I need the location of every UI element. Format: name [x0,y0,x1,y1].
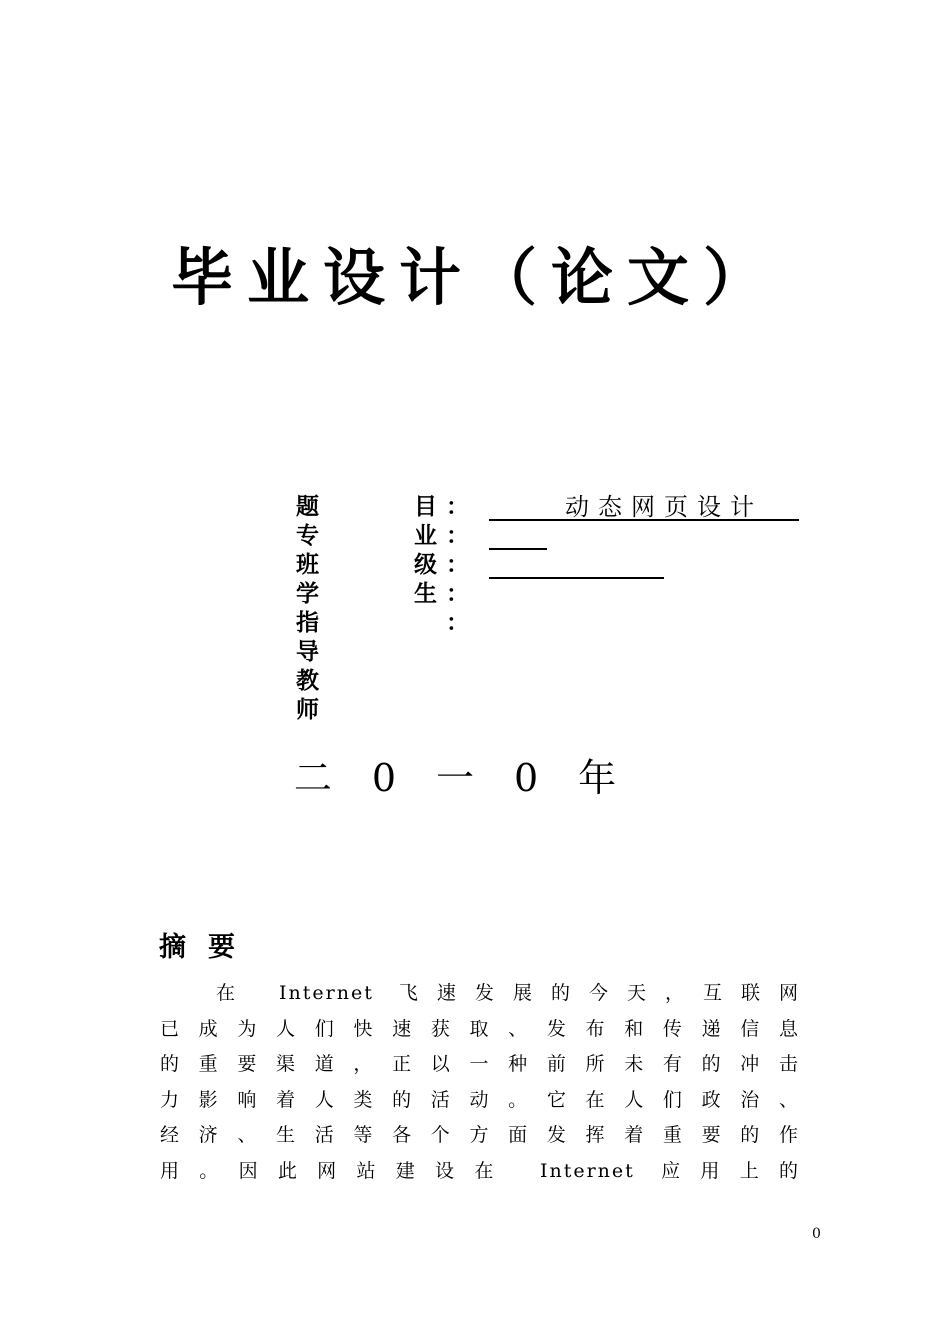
field-label: 业 [414,523,437,549]
field-label: 目 [414,494,437,520]
abstract-line: 经济、生活等各个方面发挥着重要的作 [160,1124,800,1146]
abstract-line: 力影响着人类的活动。它在人们政治、 [160,1088,800,1111]
field-label: 题 [296,494,319,520]
topic-value: 动态网页设计 [565,493,763,521]
field-colon: ： [446,523,469,549]
field-label: 班 [296,552,319,578]
page-number: 0 [812,1226,821,1242]
field-colon: ： [446,610,469,636]
abstract-line: 已成为人们快速获取、发布和传递信息 [160,1017,800,1040]
abstract-body [160,976,800,1189]
document-title: 毕业设计（论文） [170,241,779,314]
cover-year: 二0一0年 [293,756,657,800]
abstract-line: 的重要渠道，正以一种前所未有的冲击 [160,1053,800,1075]
field-value-line [489,524,547,550]
field-label: 指 导 教 师 [296,610,321,723]
field-label: 专 [296,523,319,549]
field-colon: ： [446,581,469,607]
field-colon: ： [446,552,469,578]
field-label: 生 [414,581,437,607]
field-value-line [489,553,664,579]
abstract-line: 用。因此网站建设在 Internet 应用上的 [160,1159,800,1182]
abstract-heading: 摘要 [159,932,257,963]
abstract-line: 在 Internet 飞速发展的今天，互联网 [216,982,800,1004]
field-label: 级 [414,552,437,578]
field-value-line [489,495,799,521]
field-colon: ： [446,494,469,520]
field-label: 学 [296,581,319,607]
